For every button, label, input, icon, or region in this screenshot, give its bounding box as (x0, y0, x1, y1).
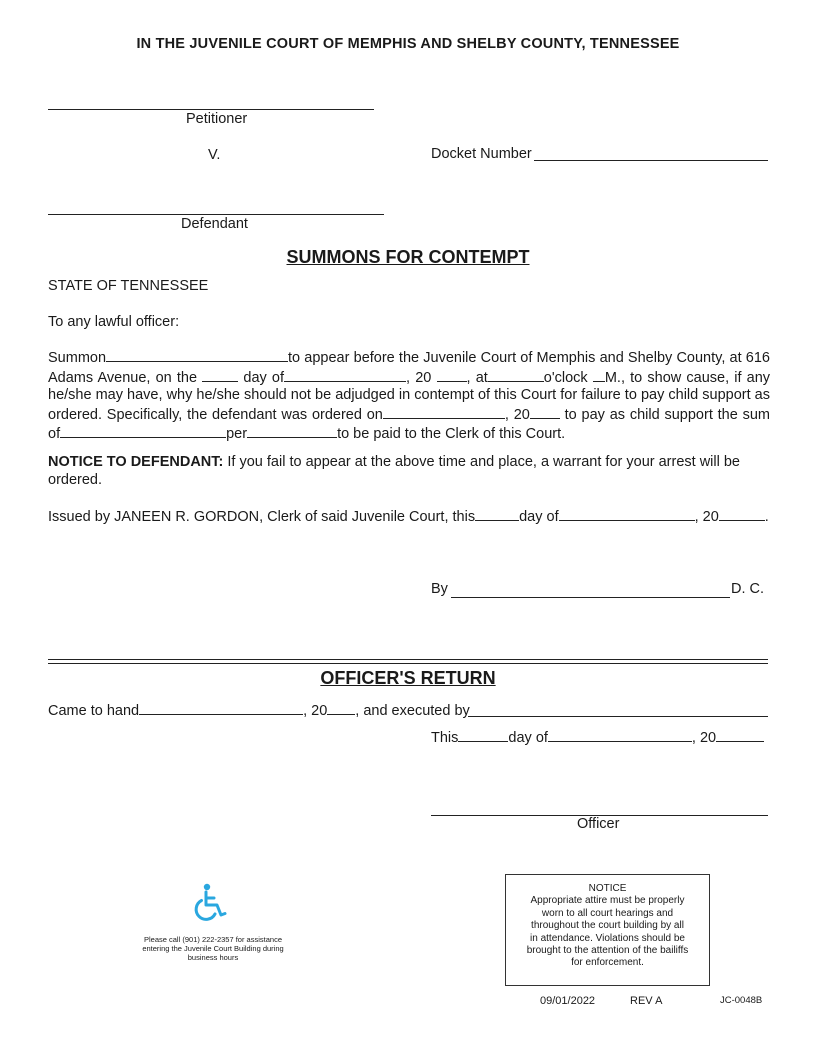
show-cause-text: M., to show cause, if any he/she may have, why he/she should not be adjudged in contempt of this Court for failure to pay child support as ordered. Specifically, the defendant was ordered on (48, 369, 771, 423)
attire-notice-box (505, 874, 710, 986)
executed-by-blank[interactable] (468, 716, 768, 717)
twenty-text: , 20 (406, 369, 432, 386)
oclock-text: o'clock (543, 369, 588, 386)
defendant-line[interactable] (48, 214, 384, 215)
hearing-year-blank[interactable] (437, 368, 467, 382)
return-day-of: day of (508, 730, 548, 746)
docket-number-label: Docket Number (431, 146, 532, 162)
notice-label: NOTICE TO DEFENDANT: (48, 454, 224, 470)
issued-prefix: Issued by JANEEN R. GORDON, Clerk of said Juvenile Court, this (48, 509, 476, 525)
day-of-text: day of (243, 369, 285, 386)
issued-end: . (764, 509, 769, 525)
defendant-name-blank[interactable] (106, 348, 288, 362)
notice-box-line-5: brought to the attention of the bailiffs (526, 945, 689, 957)
footer-form-number: JC-0048B (720, 995, 763, 1006)
petitioner-label: Petitioner (186, 111, 248, 127)
came-to-hand-year-blank[interactable] (327, 701, 355, 715)
came-to-hand-label: Came to hand (48, 703, 140, 719)
versus-label: V. (208, 147, 221, 163)
this-label: This (431, 730, 459, 746)
notice-box-line-1: Appropriate attire must be properly (530, 895, 685, 907)
issued-month-blank[interactable] (559, 507, 695, 521)
accessibility-line-3: business hours (187, 953, 239, 963)
deputy-clerk-signature-line[interactable] (451, 597, 730, 598)
summons-title: SUMMONS FOR CONTEMPT (286, 247, 530, 267)
return-day-blank[interactable] (458, 728, 508, 742)
per-text: per (226, 426, 248, 442)
am-pm-blank[interactable] (593, 368, 605, 382)
this-day-line (431, 728, 764, 746)
defendant-label: Defendant (181, 216, 248, 232)
came-to-hand-date-blank[interactable] (139, 701, 303, 715)
to-pay-text: to pay as child support the sum of (48, 406, 771, 442)
issued-twenty: , 20 (694, 509, 719, 525)
hearing-time-blank[interactable] (488, 368, 544, 382)
accessibility-line-2: entering the Juvenile Court Building during (142, 944, 284, 954)
accessibility-line-1: Please call (901) 222-2357 for assistance (144, 935, 282, 944)
officers-return-title: OFFICER'S RETURN (320, 668, 496, 688)
came-to-hand-line (48, 701, 470, 719)
paid-to-text: to be paid to the Clerk of this Court. (337, 426, 566, 442)
officer-label: Officer (577, 816, 620, 832)
notice-to-defendant (48, 454, 770, 489)
hearing-day-blank[interactable] (202, 368, 238, 382)
accessibility-note (128, 935, 298, 963)
order-date-blank[interactable] (383, 405, 505, 419)
footer-rev: REV A (630, 995, 663, 1007)
order-twenty-text: , 20 (504, 406, 530, 423)
petitioner-line[interactable] (48, 109, 374, 110)
wheelchair-icon (190, 881, 234, 925)
section-divider-bottom (48, 663, 768, 664)
state-label: STATE OF TENNESSEE (48, 278, 209, 294)
notice-box-line-4: in attendance. Violations should be (530, 932, 685, 944)
salutation: To any lawful officer: (48, 314, 180, 330)
return-month-blank[interactable] (548, 728, 692, 742)
issued-by-line (48, 507, 769, 525)
amount-blank[interactable] (60, 424, 226, 438)
notice-text: If you fail to appear at the above time and place, a warrant for your arrest will be ordered. (48, 454, 740, 488)
footer-date: 09/01/2022 (540, 995, 596, 1007)
summon-word: Summon (48, 350, 107, 366)
court-title: IN THE JUVENILE COURT OF MEMPHIS AND SHELBY COUNTY, TENNESSEE (136, 36, 680, 52)
notice-box-line-6: for enforcement. (571, 957, 644, 969)
issued-year-blank[interactable] (719, 507, 765, 521)
dc-label: D. C. (731, 581, 765, 597)
summons-paragraph (48, 348, 770, 444)
notice-box-line-2: worn to all court hearings and (541, 907, 674, 919)
section-divider-top (48, 659, 768, 660)
issued-day-blank[interactable] (475, 507, 519, 521)
appear-text: to appear before the Juvenile Court of Memphis and Shelby County, at 616 Adams Avenue, on the (48, 350, 770, 386)
return-twenty2: , 20 (691, 730, 717, 746)
notice-box-line-3: throughout the court building by all (531, 920, 684, 932)
notice-box-title: NOTICE (588, 883, 627, 894)
return-twenty: , 20 (303, 703, 328, 719)
at-text: , at (466, 369, 488, 386)
docket-number-line[interactable] (534, 160, 768, 161)
order-year-blank[interactable] (530, 405, 560, 419)
hearing-month-blank[interactable] (284, 368, 406, 382)
period-blank[interactable] (247, 424, 337, 438)
executed-by-label: , and executed by (355, 703, 470, 719)
by-label: By (431, 581, 448, 597)
return-year-blank[interactable] (716, 728, 764, 742)
issued-day-of: day of (519, 509, 559, 525)
